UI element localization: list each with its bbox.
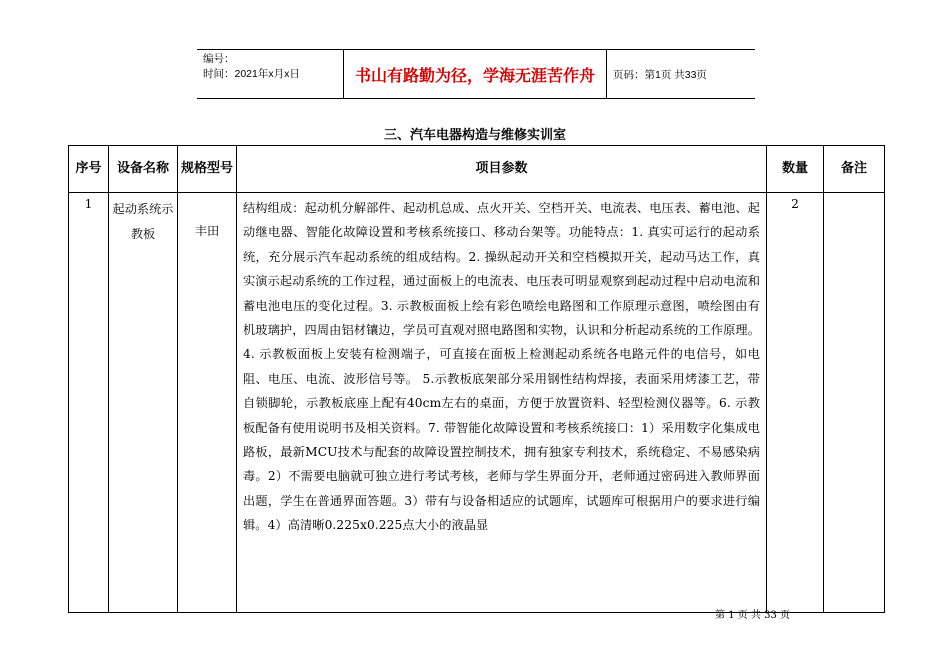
number-label: 编号： xyxy=(203,53,235,65)
equipment-table xyxy=(68,145,885,613)
document-header xyxy=(197,49,755,99)
header-seq: 序号 xyxy=(69,146,109,193)
cell-params: 结构组成：起动机分解部件、起动机总成、点火开关、空档开关、电流表、电压表、蓄电池、起动继电器、智能化故障设置和考核系统接口、移动台架等。功能特点：1. 真实可运行的起动系统，充分展示汽车起动系统的组成结构。2. 操纵起动开关和空档模拟开关，起动马达工作，真实演示起动系统的工作过程，通过面板上的电流表、电压表可明显观察到起动过程中启动电流和蓄电池电压的变化过程。3. 示教板面板上绘有彩色喷绘电路图和工作原理示意图，喷绘图由有机玻璃护，四周由铝材镶边，学员可直观对照电路图和实物，认识和分析起动系统的工作原理。4. 示教板面板上安装有检测端子，可直接在面板上检测起动系统各电路元件的电信号，如电阻、电压、电流、波形信号等。 5.示教板底架部分采用钢性结构焊接，表面采用烤漆工艺，带自锁脚轮，示教板底座上配有40cm左右的桌面，方便于放置资料、轻型检测仪器等。6. 示教板配备有使用说明书及相关资料。7. 带智能化故障设置和考核系统接口：1）采用数字化集成电路板，最新MCU技术与配套的故障设置控制技术，拥有独家专利技术，系统稳定、不易感染病毒。2）不需要电脑就可独立进行考试考核，老师与学生界面分开，老师通过密码进入教师界面出题，学生在普通界面答题。3）带有与设备相适应的试题库，试题库可根据用户的要求进行编辑。4）高清晰0.225x0.225点大小的液晶显 xyxy=(237,193,767,613)
cell-qty: 2 xyxy=(767,193,824,613)
header-name: 设备名称 xyxy=(109,146,178,193)
table-row xyxy=(69,193,885,613)
cell-name: 起动系统示教板 xyxy=(109,193,178,613)
cell-seq: 1 xyxy=(69,193,109,613)
cell-remark xyxy=(824,193,885,613)
header-qty: 数量 xyxy=(767,146,824,193)
motto: 书山有路勤为径，学海无涯苦作舟 xyxy=(343,50,607,98)
header-params: 项目参数 xyxy=(237,146,767,193)
table-header-row xyxy=(69,146,885,193)
header-remark: 备注 xyxy=(824,146,885,193)
cell-model: 丰田 xyxy=(178,193,237,613)
header-model: 规格型号 xyxy=(178,146,237,193)
time-label: 时间：2021年x月x日 xyxy=(203,68,300,80)
page-label: 页码：第1页 共33页 xyxy=(613,68,707,81)
doc-title: 三、汽车电器构造与维修实训室 xyxy=(383,128,566,143)
page-footer: 第 1 页 共 33 页 xyxy=(715,610,790,621)
header-meta xyxy=(197,50,343,98)
